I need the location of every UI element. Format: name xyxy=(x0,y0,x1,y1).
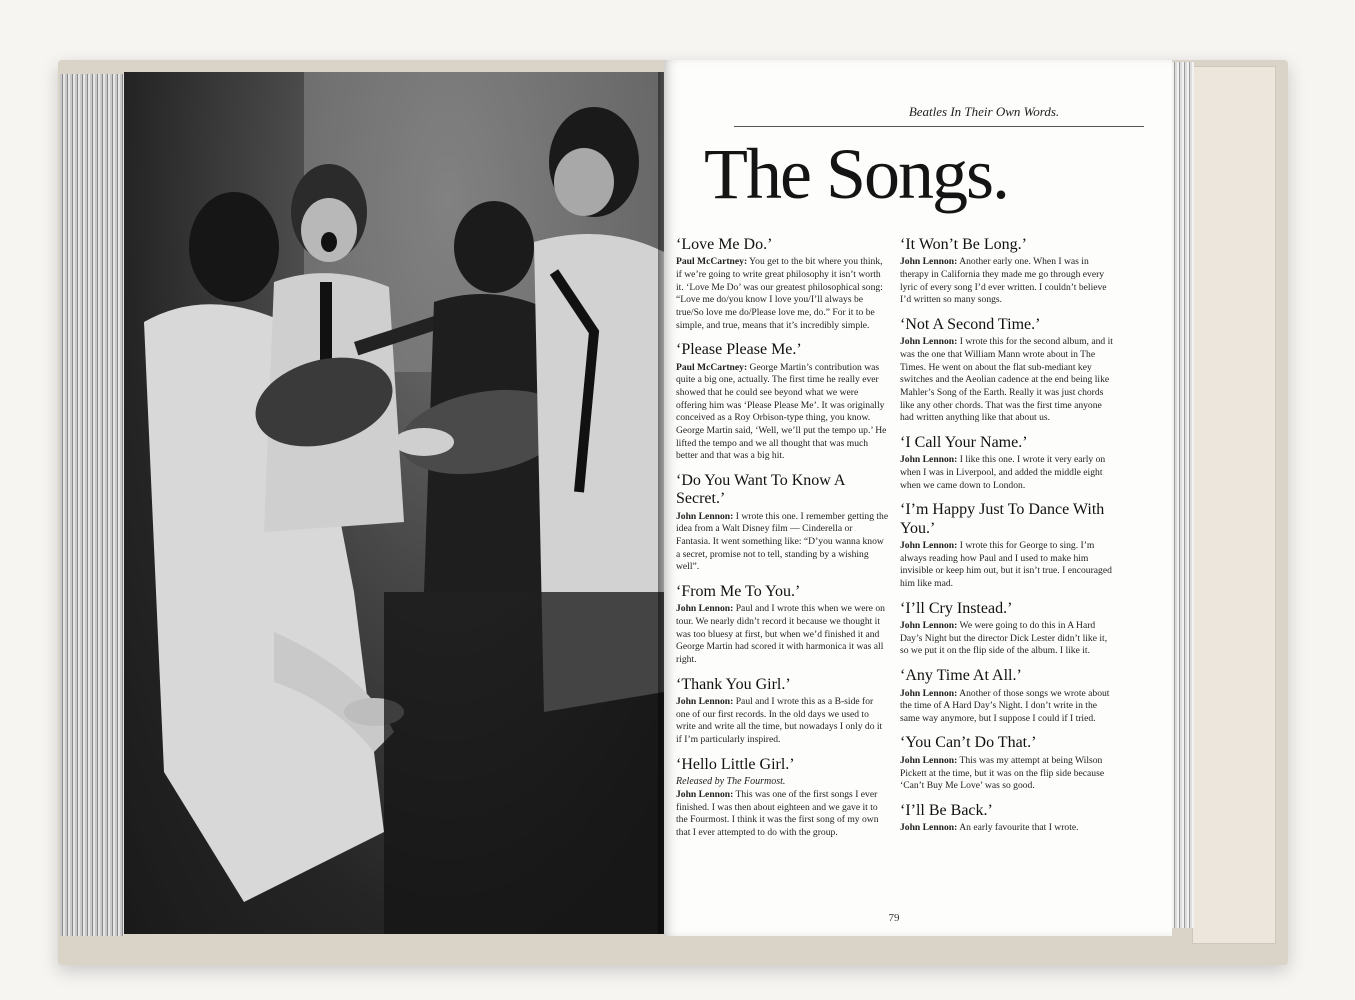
song-title: ‘Do You Want To Know A Secret.’ xyxy=(676,471,845,508)
song-quote xyxy=(900,620,1113,658)
speaker: John Lennon: xyxy=(900,256,958,268)
song-entry xyxy=(900,600,1113,658)
song-entry xyxy=(676,341,889,463)
song-entry xyxy=(676,583,889,667)
band-photo-figures xyxy=(124,72,664,934)
song-title: ‘Please Please Me.’ xyxy=(676,341,802,359)
song-entry xyxy=(900,734,1113,792)
song-entry xyxy=(900,667,1113,725)
band-photo xyxy=(124,72,664,934)
song-entry xyxy=(676,472,889,574)
running-head-rule xyxy=(734,126,1144,127)
quote-text: I wrote this for the second album, and it was the one that William Mann wrote about in The Times. He went on about the flat sub-mediant key switches and the Aeolian cadence at the end being like Mahler’s Song of the Earth. Really it was just chords like any other chords. That was the first time anyone had written anything like that about us. xyxy=(900,336,1113,424)
quote-text: Another of those songs we wrote about the time of A Hard Day’s Night. I don’t write in the same way anymore, but I suppose I could if I tried. xyxy=(900,687,1110,724)
songs-column-left xyxy=(676,236,889,849)
song-entry xyxy=(900,802,1113,835)
song-quote xyxy=(676,603,889,666)
song-quote xyxy=(676,362,889,463)
back-cover xyxy=(1192,66,1276,944)
song-title: ‘It Won’t Be Long.’ xyxy=(900,236,1027,253)
page-title: The Songs. xyxy=(704,134,1008,214)
page-edges-left xyxy=(60,74,124,936)
quote-text: This was my attempt at being Wilson Pickett at the time, but it was on the flip side because ‘Can’t Buy Me Love’ was so good. xyxy=(900,754,1105,792)
speaker: Paul McCartney: xyxy=(676,361,748,373)
quote-text: This was one of the first songs I ever finished. I was then about eighteen and we gave it to the Fourmost. I think it was the first song of my own that I ever attempted to do with the group. xyxy=(676,789,879,839)
song-title: ‘Thank You Girl.’ xyxy=(676,675,791,693)
speaker: John Lennon: xyxy=(900,336,958,348)
song-title: ‘Hello Little Girl.’ xyxy=(676,755,795,773)
song-title: ‘Not A Second Time.’ xyxy=(900,316,1041,334)
quote-text: Paul and I wrote this as a B-side for one of our first records. In the old days we used to write and write all the time, but nowadays I only do it if I’m particularly inspired. xyxy=(676,696,883,746)
speaker: John Lennon: xyxy=(676,510,734,522)
speaker: John Lennon: xyxy=(676,603,734,615)
quote-text: I wrote this one. I remember getting the idea from a Walt Disney film — Cinderella or Fantasia. It went something like: “D’you wanna know a secret, promise not to tell, standing by a wishing well”. xyxy=(676,510,889,573)
song-title: ‘I’m Happy Just To Dance With You.’ xyxy=(900,501,1105,537)
speaker: John Lennon: xyxy=(900,754,958,766)
speaker: John Lennon: xyxy=(900,540,958,552)
song-entry xyxy=(676,236,889,332)
song-quote xyxy=(676,511,889,574)
song-quote xyxy=(900,336,1113,425)
song-quote xyxy=(676,696,889,747)
song-title: ‘From Me To You.’ xyxy=(676,583,801,601)
song-entry xyxy=(676,676,889,747)
song-title: ‘Love Me Do.’ xyxy=(676,236,773,253)
quote-text: I wrote this for George to sing. I’m always reading how Paul and I used to make him invisible or keep him out, but it isn’t true. I encouraged him like mad. xyxy=(900,540,1112,590)
speaker: Paul McCartney: xyxy=(676,256,748,268)
song-entry xyxy=(900,236,1113,307)
song-quote xyxy=(676,256,889,332)
song-quote xyxy=(900,755,1113,793)
quote-text: Another early one. When I was in therapy in California they made me go through every lyric of every song I’d ever written. I couldn’t believe I’d written so many songs. xyxy=(900,256,1107,306)
song-title: ‘I Call Your Name.’ xyxy=(900,434,1028,451)
song-quote xyxy=(900,256,1113,307)
song-quote xyxy=(900,822,1113,835)
song-quote xyxy=(900,540,1113,591)
song-title: ‘Any Time At All.’ xyxy=(900,667,1022,685)
song-quote xyxy=(900,454,1113,492)
running-head: Beatles In Their Own Words. xyxy=(908,104,1060,119)
song-quote xyxy=(676,789,889,840)
speaker: John Lennon: xyxy=(900,620,958,632)
song-title: ‘You Can’t Do That.’ xyxy=(900,734,1037,752)
song-entry xyxy=(900,434,1113,492)
speaker: John Lennon: xyxy=(676,789,734,801)
quote-text: Paul and I wrote this when we were on tour. We nearly didn’t record it because we thought it was too bluesy at first, but when we’d finished it and George Martin had scored it with harmonica it was all right. xyxy=(676,603,885,666)
song-quote xyxy=(900,688,1113,726)
speaker: John Lennon: xyxy=(676,696,734,708)
quote-text: We were going to do this in A Hard Day’s Night but the director Dick Lester didn’t like it, so we put it on the flip side of the album. I like it. xyxy=(900,620,1108,657)
right-page xyxy=(664,60,1172,936)
song-title: ‘I’ll Cry Instead.’ xyxy=(900,599,1013,617)
song-entry xyxy=(676,756,889,840)
page-edges-right xyxy=(1172,62,1194,928)
speaker: John Lennon: xyxy=(900,687,958,699)
song-title: ‘I’ll Be Back.’ xyxy=(900,801,993,819)
speaker: John Lennon: xyxy=(900,822,958,834)
quote-text: An early favourite that I wrote. xyxy=(957,822,1079,834)
quote-text: George Martin’s contribution was quite a big one, actually. The first time he really ever showed that he could see beyond what we were offering him was ‘Please Please Me’. It was originally conceived as a Roy Orbison-type thing, you know. George Martin said, ‘Well, we’ll put the tempo up.’ He lifted the tempo and we all thought that was much better and that was a big hit. xyxy=(676,361,887,462)
speaker: John Lennon: xyxy=(900,454,958,466)
quote-text: You get to the bit where you think, if we’re going to write great philosophy it isn’t worth it. ‘Love Me Do’ was our greatest philosophical song: “Love me do/you know I love you/I’ll always be true/So love me do/Please love me, do.” For it to be simple, and true, means that it’s incredibly simple. xyxy=(676,256,883,331)
page-number: 79 xyxy=(888,912,900,924)
song-note: Released by The Fourmost. xyxy=(676,776,786,788)
left-page-photo xyxy=(124,72,664,934)
songs-column-right xyxy=(900,236,1113,844)
song-entry xyxy=(900,501,1113,590)
song-entry xyxy=(900,316,1113,425)
quote-text: I like this one. I wrote it very early on when I was in Liverpool, and added the middle eight when we came down to London. xyxy=(900,454,1106,491)
